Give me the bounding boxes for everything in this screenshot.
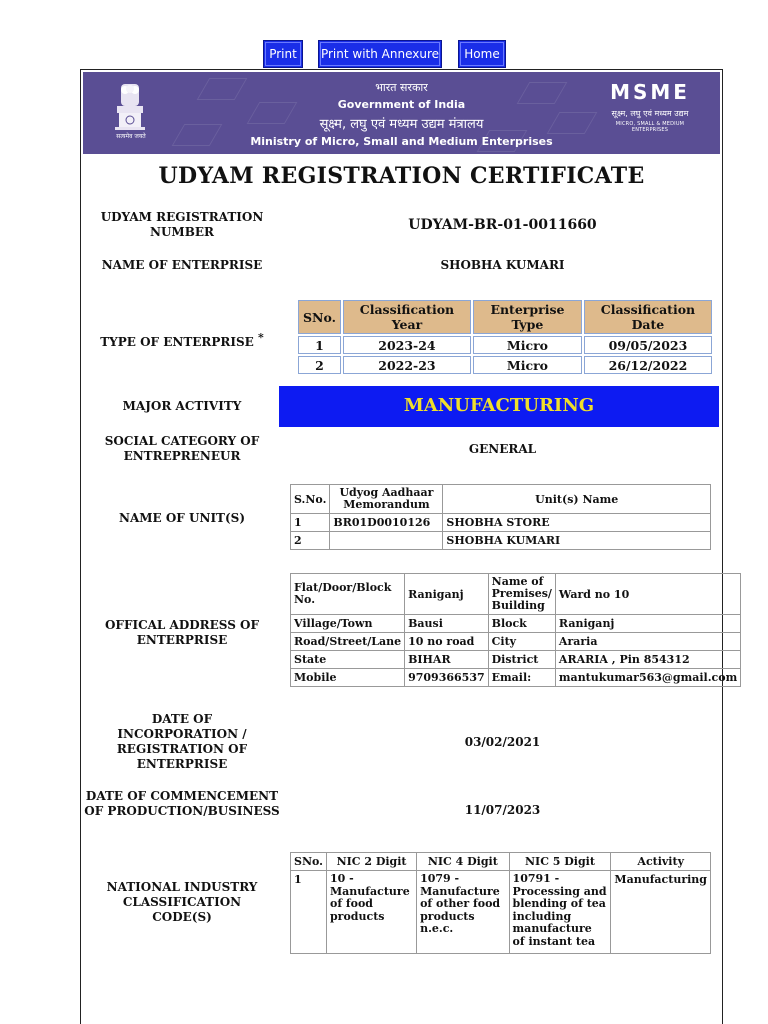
address-label: OFFICAL ADDRESS OF ENTERPRISE [104,618,260,647]
type-star: * [258,331,264,344]
table-row [291,633,741,651]
major-activity-value: MANUFACTURING [279,386,719,427]
nic-label: NATIONAL INDUSTRY CLASSIFICATION CODE(S) [106,880,258,924]
table-header: Classification Date [584,300,712,334]
table-cell: 1 [291,514,330,532]
address-key: Road/Street/Lane [291,633,405,651]
address-key: Email: [488,669,555,687]
table-cell: Manufacturing [611,871,711,954]
address-table [290,573,741,687]
incorporation-date: 03/02/2021 [464,735,541,749]
address-value: mantukumar563@gmail.com [555,669,740,687]
hindi-ministry-text: सूक्ष्म, लघु एवं मध्यम उद्यम मंत्रालय [319,117,484,132]
address-value: Bausi [405,615,489,633]
table-header: Enterprise Type [473,300,582,334]
table-header: NIC 4 Digit [417,853,509,871]
table-cell: 2022-23 [343,356,471,374]
table-row [291,669,741,687]
table-row [291,871,711,954]
address-key: District [488,651,555,669]
address-value: Ward no 10 [555,574,740,615]
table-row [291,651,741,669]
table-row [291,615,741,633]
table-cell: 10791 - Processing and blending of tea including manufacture of instant tea [509,871,611,954]
table-cell: 2 [291,532,330,550]
address-value: Raniganj [405,574,489,615]
major-activity-label: MAJOR ACTIVITY [122,399,242,413]
msme-logo [600,80,700,133]
address-value: Raniganj [555,615,740,633]
table-cell: 1079 - Manufacture of other food products n.e.c. [417,871,509,954]
table-row [298,356,712,374]
table-header: SNo. [291,853,327,871]
msme-sub-text: MICRO, SMALL & MEDIUM ENTERPRISES [615,121,685,133]
msme-hindi-text: सूक्ष्म, लघु एवं मध्यम उद्यम [611,109,689,118]
reg-number-label: UDYAM REGISTRATION NUMBER [100,210,264,239]
table-cell: SHOBHA STORE [443,514,711,532]
home-button[interactable]: Home [458,40,506,68]
table-row [291,574,741,615]
table-row [298,336,712,354]
table-header: Udyog Aadhaar Memorandum [330,485,443,514]
table-cell: Micro [473,336,582,354]
address-key: City [488,633,555,651]
table-header: Activity [611,853,711,871]
table-header: Classification Year [343,300,471,334]
address-value: 10 no road [405,633,489,651]
address-value: ARARIA , Pin 854312 [555,651,740,669]
table-header: S.No. [291,485,330,514]
table-header: SNo. [298,300,341,334]
hindi-govt-text: भारत सरकार [375,81,428,94]
table-header: Unit(s) Name [443,485,711,514]
emblem-caption: सत्यमेव जयते [116,133,146,140]
certificate-title: UDYAM REGISTRATION CERTIFICATE [158,163,645,189]
certificate [80,69,738,1024]
address-key: Block [488,615,555,633]
units-label: NAME OF UNIT(S) [118,511,246,525]
table-header: NIC 5 Digit [509,853,611,871]
table-row [291,514,711,532]
address-key: State [291,651,405,669]
government-banner [83,72,720,154]
commencement-date: 11/07/2023 [464,803,541,817]
enterprise-type-table [296,298,714,376]
table-cell: BR01D0010126 [330,514,443,532]
address-key: Flat/Door/Block No. [291,574,405,615]
address-key: Mobile [291,669,405,687]
table-cell [330,532,443,550]
english-ministry-text: Ministry of Micro, Small and Medium Enterprises [250,135,553,148]
address-value: Araria [555,633,740,651]
commencement-label: DATE OF COMMENCEMENT OF PRODUCTION/BUSINESS [84,789,280,818]
table-cell: 2023-24 [343,336,471,354]
table-cell: 1 [291,871,327,954]
msme-logo-word: MSME [610,80,690,104]
toolbar [0,40,768,70]
enterprise-name-label: NAME OF ENTERPRISE [101,258,263,272]
table-cell: 10 - Manufacture of food products [326,871,416,954]
address-value: 9709366537 [405,669,489,687]
table-row [291,532,711,550]
table-cell: 26/12/2022 [584,356,712,374]
table-cell: SHOBHA KUMARI [443,532,711,550]
type-label-text: TYPE OF ENTERPRISE [100,335,254,349]
print-button[interactable]: Print [263,40,303,68]
table-header: NIC 2 Digit [326,853,416,871]
type-label [81,330,283,350]
address-value: BIHAR [405,651,489,669]
print-with-annexure-button[interactable]: Print with Annexure [318,40,442,68]
nic-table [290,852,711,954]
social-category-value: GENERAL [468,442,537,456]
table-cell: Micro [473,356,582,374]
address-key: Village/Town [291,615,405,633]
reg-number-value: UDYAM-BR-01-0011660 [408,217,597,233]
address-key: Name of Premises/ Building [488,574,555,615]
english-govt-text: Government of India [337,98,466,111]
enterprise-name-value: SHOBHA KUMARI [440,258,565,272]
social-category-label: SOCIAL CATEGORY OF ENTREPRENEUR [104,434,260,463]
units-table [290,484,711,550]
table-cell: 09/05/2023 [584,336,712,354]
table-cell: 2 [298,356,341,374]
incorporation-label: DATE OF INCORPORATION / REGISTRATION OF ENTERPRISE [116,712,248,771]
table-cell: 1 [298,336,341,354]
